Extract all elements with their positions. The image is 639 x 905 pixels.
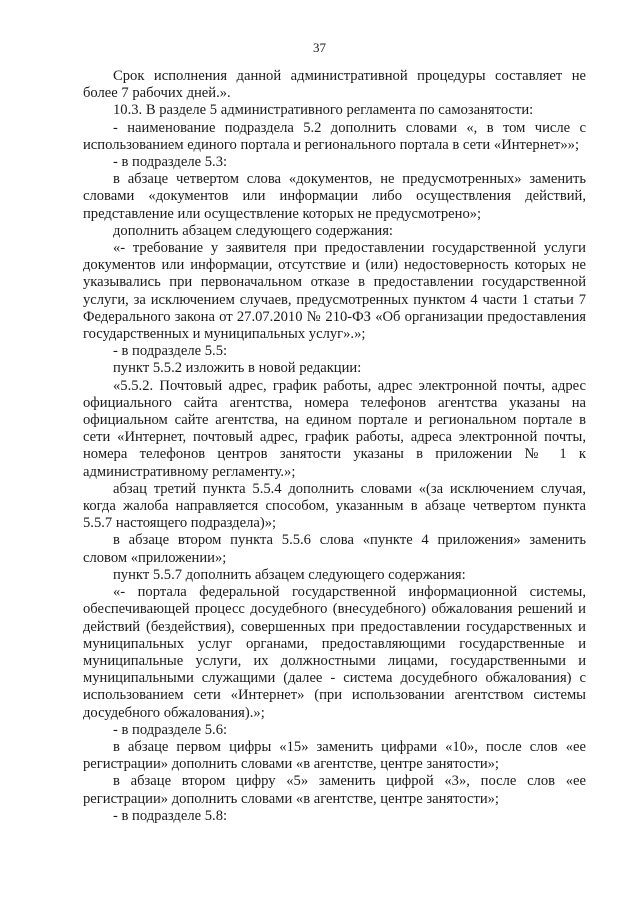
paragraph: - в подразделе 5.3: xyxy=(113,154,228,171)
paragraph: в абзаце втором пункта 5.5.6 слова «пункте 4 приложения» заменить словом «приложении»; xyxy=(83,532,586,566)
paragraph: «- требование у заявителя при предоставлении государственной услуги документов или информации, отсутствие и (или) недостоверность которых не указывались при первоначальном отказе в предоставлении государственной услуги, за исключением случаев, предусмотренных пунктом 4 части 1 статьи 7 Федерального закона от 27.07.2010 № 210-ФЗ «Об организации предоставления государственных и муниципальных услуг».»; xyxy=(83,240,586,343)
paragraph: - наименование подраздела 5.2 дополнить словами «, в том числе с использованием единого портала и регионального портала в сети «Интернет»»; xyxy=(83,119,586,153)
paragraph: «- портала федеральной государственной информационной системы, обеспечивающей процесс досудебного (внесудебного) обжалования решений и действий (бездействия), совершенных при предоставлении государственных и муниципальных услуг органами, предоставляющими государственные и муниципальные услуги, их должностными лицами, государственными и муниципальными служащими (далее - система досудебного обжалования) с использованием сети «Интернет» (при использовании агентством системы досудебного обжалования).»; xyxy=(83,584,586,721)
paragraph: - в подразделе 5.5: xyxy=(113,343,228,360)
paragraph: абзац третий пункта 5.5.4 дополнить словами «(за исключением случая, когда жалоба направляется способом, указанным в абзаце четвертом пункта 5.5.7 настоящего подраздела)»; xyxy=(83,480,586,532)
paragraph: пункт 5.5.2 изложить в новой редакции: xyxy=(113,360,362,377)
paragraph: Срок исполнения данной административной процедуры составляет не более 7 рабочих дней.». xyxy=(83,68,586,102)
paragraph: - в подразделе 5.8: xyxy=(113,807,228,824)
paragraph: в абзаце четвертом слова «документов, не предусмотренных» заменить словами «документов или информации либо осуществления действий, представление или осуществление которых не предусмотрено»; xyxy=(83,171,586,222)
paragraph: «5.5.2. Почтовый адрес, график работы, адрес электронной почты, адрес официального сайта агентства, номера телефонов агентства указаны на официальном сайте агентства, на едином портале и региональном портале в сети «Интернет, почтовый адрес, график работы, адреса электронной почты, номера телефонов центров занятости указаны в приложении № 1 к административному регламенту.»; xyxy=(83,377,586,480)
paragraph: в абзаце первом цифры «15» заменить цифрами «10», после слов «ее регистрации» дополнить словами «в агентстве, центре занятости»; xyxy=(83,738,586,773)
page-number: 37 xyxy=(313,40,326,55)
document-body xyxy=(83,68,586,825)
paragraph: пункт 5.5.7 дополнить абзацем следующего содержания: xyxy=(113,566,466,583)
paragraph: в абзаце втором цифру «5» заменить цифрой «3», после слов «ее регистрации» дополнить словами «в агентстве, центре занятости»; xyxy=(83,773,586,807)
paragraph: - в подразделе 5.6: xyxy=(113,721,228,738)
paragraph: 10.3. В разделе 5 административного регламента по самозанятости: xyxy=(113,102,534,119)
paragraph: дополнить абзацем следующего содержания: xyxy=(113,222,393,239)
